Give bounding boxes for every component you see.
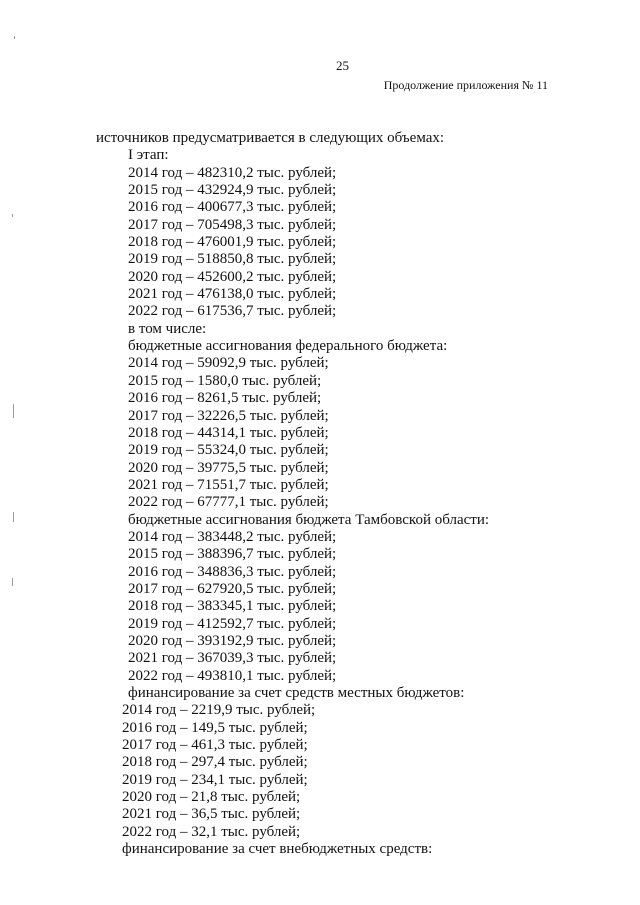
local-funding-list <box>96 702 576 841</box>
extrabudgetary-heading: финансирование за счет внебюджетных средств: <box>122 841 433 858</box>
scan-speck <box>13 404 14 418</box>
scan-speck <box>12 578 13 586</box>
list-item: 2014 год – 59092,9 тыс. рублей; <box>128 355 329 372</box>
list-item: 2018 год – 297,4 тыс. рублей; <box>122 754 308 771</box>
scan-speck <box>12 214 13 217</box>
federal-budget-heading: бюджетные ассигнования федерального бюджета: <box>128 338 448 355</box>
scan-speck <box>13 512 14 522</box>
federal-funding-list <box>96 355 576 511</box>
scan-speck <box>14 36 15 39</box>
list-item: 2018 год – 44314,1 тыс. рублей; <box>128 424 329 441</box>
total-funding-list <box>96 165 576 321</box>
list-item: 2019 год – 234,1 тыс. рублей; <box>122 771 308 788</box>
regional-budget-heading: бюджетные ассигнования бюджета Тамбовской области: <box>128 511 490 528</box>
list-item: 2021 год – 367039,3 тыс. рублей; <box>128 650 337 667</box>
list-item: 2019 год – 55324,0 тыс. рублей; <box>128 442 329 459</box>
regional-funding-list <box>96 529 576 685</box>
appendix-continuation-note: Продолжение приложения № 11 <box>383 78 548 92</box>
list-item: 2018 год – 383345,1 тыс. рублей; <box>128 598 337 615</box>
list-item: 2015 год – 1580,0 тыс. рублей; <box>128 372 322 389</box>
list-item: 2014 год – 2219,9 тыс. рублей; <box>122 702 316 719</box>
intro-line: источников предусматривается в следующих объемах: <box>96 130 445 146</box>
document-body <box>96 130 576 858</box>
list-item: 2020 год – 21,8 тыс. рублей; <box>122 789 301 806</box>
local-budget-heading: финансирование за счет средств местных бюджетов: <box>128 685 465 701</box>
list-item: 2022 год – 493810,1 тыс. рублей; <box>128 667 337 684</box>
list-item: 2022 год – 617536,7 тыс. рублей; <box>128 303 337 320</box>
list-item: 2017 год – 705498,3 тыс. рублей; <box>128 216 337 233</box>
page-number: 25 <box>336 58 349 73</box>
list-item: 2021 год – 71551,7 тыс. рублей; <box>128 476 329 493</box>
list-item: 2014 год – 482310,2 тыс. рублей; <box>128 164 337 181</box>
list-item: 2018 год – 476001,9 тыс. рублей; <box>128 234 337 251</box>
list-item: 2022 год – 67777,1 тыс. рублей; <box>128 494 329 511</box>
list-item: 2022 год – 32,1 тыс. рублей; <box>122 823 301 840</box>
list-item: 2016 год – 348836,3 тыс. рублей; <box>128 563 337 580</box>
list-item: 2017 год – 627920,5 тыс. рублей; <box>128 580 337 597</box>
list-item: 2016 год – 400677,3 тыс. рублей; <box>128 199 337 216</box>
list-item: 2019 год – 412592,7 тыс. рублей; <box>128 615 337 632</box>
list-item: 2020 год – 393192,9 тыс. рублей; <box>128 632 337 649</box>
list-item: 2015 год – 432924,9 тыс. рублей; <box>128 182 337 199</box>
list-item: 2016 год – 8261,5 тыс. рублей; <box>128 390 322 407</box>
list-item: 2021 год – 476138,0 тыс. рублей; <box>128 286 337 303</box>
list-item: 2020 год – 452600,2 тыс. рублей; <box>128 268 337 285</box>
stage-heading: I этап: <box>128 147 169 164</box>
list-item: 2021 год – 36,5 тыс. рублей; <box>122 806 301 823</box>
list-item: 2016 год – 149,5 тыс. рублей; <box>122 719 308 736</box>
list-item: 2020 год – 39775,5 тыс. рублей; <box>128 459 329 476</box>
list-item: 2014 год – 383448,2 тыс. рублей; <box>128 528 337 545</box>
list-item: 2017 год – 461,3 тыс. рублей; <box>122 737 308 754</box>
list-item: 2019 год – 518850,8 тыс. рублей; <box>128 251 337 268</box>
list-item: 2017 год – 32226,5 тыс. рублей; <box>128 407 329 424</box>
including-line: в том числе: <box>128 320 207 337</box>
list-item: 2015 год – 388396,7 тыс. рублей; <box>128 546 337 563</box>
